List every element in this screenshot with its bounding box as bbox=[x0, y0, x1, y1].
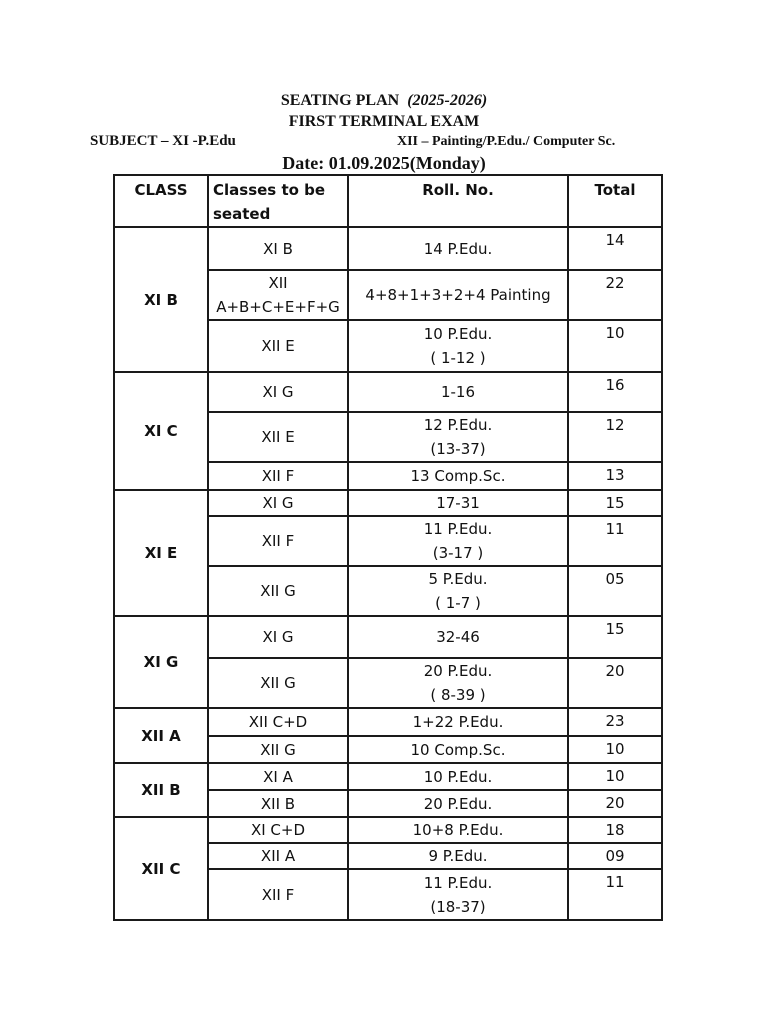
roll-no-cell bbox=[348, 869, 568, 920]
total-cell bbox=[568, 490, 662, 516]
subject-xi: SUBJECT – XI -P.Edu bbox=[90, 133, 236, 149]
total-cell bbox=[568, 817, 662, 843]
roll-no-cell-text: 11 P.Edu. (3-17 ) bbox=[423, 520, 493, 562]
classes-to-be-seated-cell bbox=[208, 227, 348, 270]
classes-to-be-seated-cell-text: XII F bbox=[261, 467, 295, 485]
roll-no-cell bbox=[348, 708, 568, 736]
total-cell bbox=[568, 843, 662, 869]
total-cell-text: 14 bbox=[605, 231, 625, 249]
roll-no-cell bbox=[348, 763, 568, 790]
roll-no-cell-text: 20 P.Edu. bbox=[423, 794, 493, 813]
classes-to-be-seated-cell-text: XII B bbox=[260, 794, 296, 813]
total-cell-text: 09 bbox=[605, 847, 625, 865]
total-cell-text: 16 bbox=[605, 376, 625, 394]
classes-to-be-seated-cell bbox=[208, 490, 348, 516]
roll-no-cell bbox=[348, 462, 568, 490]
roll-no-cell bbox=[348, 790, 568, 817]
roll-no-cell-text: 11 P.Edu. (18-37) bbox=[423, 873, 493, 916]
roll-no-cell-text: 17-31 bbox=[436, 494, 480, 512]
total-cell bbox=[568, 763, 662, 790]
roll-no-cell bbox=[348, 817, 568, 843]
table-row bbox=[114, 708, 662, 736]
roll-no-cell-text: 9 P.Edu. bbox=[428, 847, 488, 865]
classes-to-be-seated-cell-text: XII E bbox=[261, 337, 295, 355]
total-cell bbox=[568, 462, 662, 490]
total-cell bbox=[568, 736, 662, 763]
total-cell bbox=[568, 270, 662, 320]
classes-to-be-seated-cell bbox=[208, 817, 348, 843]
table-row bbox=[114, 490, 662, 516]
total-cell bbox=[568, 616, 662, 658]
classes-to-be-seated-cell bbox=[208, 790, 348, 817]
classes-to-be-seated-cell bbox=[208, 372, 348, 412]
roll-no-cell bbox=[348, 843, 568, 869]
classes-to-be-seated-cell-text: XII G bbox=[260, 674, 296, 692]
classes-to-be-seated-cell-text: XII F bbox=[261, 885, 295, 904]
session-year: (2025-2026) bbox=[407, 92, 488, 109]
total-cell-text: 10 bbox=[605, 740, 625, 758]
title-text: SEATING PLAN bbox=[280, 92, 400, 109]
table-row bbox=[114, 227, 662, 270]
classes-to-be-seated-cell bbox=[208, 616, 348, 658]
classes-to-be-seated-cell bbox=[208, 869, 348, 920]
classes-to-be-seated-cell-text: XI B bbox=[263, 239, 293, 258]
classes-to-be-seated-cell-text: XI G bbox=[262, 383, 294, 401]
roll-no-cell bbox=[348, 372, 568, 412]
class-cell: XI B bbox=[114, 227, 208, 372]
roll-no-cell-text: 10 P.Edu. ( 1-12 ) bbox=[423, 325, 493, 367]
classes-to-be-seated-cell bbox=[208, 516, 348, 566]
classes-to-be-seated-cell-text: XII G bbox=[260, 740, 296, 759]
roll-no-cell bbox=[348, 516, 568, 566]
header-class: CLASS bbox=[114, 175, 208, 227]
total-cell bbox=[568, 412, 662, 462]
table-row bbox=[114, 817, 662, 843]
total-cell bbox=[568, 227, 662, 270]
total-cell bbox=[568, 658, 662, 708]
total-cell-text: 15 bbox=[605, 494, 625, 512]
classes-to-be-seated-cell-text: XI G bbox=[262, 628, 294, 646]
total-cell bbox=[568, 516, 662, 566]
class-cell: XII A bbox=[114, 708, 208, 763]
total-cell-text: 10 bbox=[605, 324, 625, 342]
class-cell: XI E bbox=[114, 490, 208, 616]
roll-no-cell-text: 5 P.Edu. ( 1-7 ) bbox=[428, 570, 488, 612]
roll-no-cell-text: 10 P.Edu. bbox=[423, 767, 493, 786]
total-cell-text: 23 bbox=[605, 712, 625, 730]
roll-no-cell-text: 14 P.Edu. bbox=[423, 239, 493, 258]
classes-to-be-seated-cell bbox=[208, 763, 348, 790]
table-header-row bbox=[114, 175, 662, 227]
total-cell bbox=[568, 566, 662, 616]
page-title bbox=[0, 92, 768, 110]
total-cell bbox=[568, 790, 662, 817]
classes-to-be-seated-cell-text: XII A+B+C+E+F+G bbox=[216, 274, 340, 316]
classes-to-be-seated-cell bbox=[208, 462, 348, 490]
roll-no-cell bbox=[348, 616, 568, 658]
total-cell-text: 12 bbox=[605, 416, 625, 434]
table-row bbox=[114, 763, 662, 790]
classes-to-be-seated-cell bbox=[208, 412, 348, 462]
roll-no-cell bbox=[348, 270, 568, 320]
classes-to-be-seated-cell bbox=[208, 566, 348, 616]
seating-table-body bbox=[114, 227, 662, 920]
total-cell bbox=[568, 320, 662, 372]
class-cell: XII B bbox=[114, 763, 208, 817]
classes-to-be-seated-cell-text: XII A bbox=[260, 847, 296, 865]
header-classes-to-be-seated: Classes to be seated bbox=[208, 175, 348, 227]
roll-no-cell-text: 13 Comp.Sc. bbox=[410, 467, 506, 485]
roll-no-cell-text: 32-46 bbox=[436, 628, 480, 646]
total-cell bbox=[568, 869, 662, 920]
classes-to-be-seated-cell-text: XII E bbox=[261, 428, 295, 446]
roll-no-cell bbox=[348, 227, 568, 270]
classes-to-be-seated-cell bbox=[208, 320, 348, 372]
class-cell: XI C bbox=[114, 372, 208, 490]
roll-no-cell-text: 12 P.Edu. (13-37) bbox=[423, 416, 493, 458]
classes-to-be-seated-cell-text: XI C+D bbox=[250, 821, 306, 839]
classes-to-be-seated-cell bbox=[208, 843, 348, 869]
classes-to-be-seated-cell bbox=[208, 708, 348, 736]
classes-to-be-seated-cell bbox=[208, 736, 348, 763]
roll-no-cell bbox=[348, 490, 568, 516]
exam-name: FIRST TERMINAL EXAM bbox=[288, 113, 480, 130]
total-cell bbox=[568, 708, 662, 736]
subject-xii: XII – Painting/P.Edu./ Computer Sc. bbox=[397, 134, 616, 149]
roll-no-cell bbox=[348, 658, 568, 708]
roll-no-cell-text: 1-16 bbox=[440, 383, 476, 401]
total-cell-text: 10 bbox=[605, 767, 625, 785]
table-row bbox=[114, 616, 662, 658]
total-cell-text: 13 bbox=[605, 466, 625, 484]
total-cell-text: 20 bbox=[605, 794, 625, 812]
roll-no-cell-text: 4+8+1+3+2+4 Painting bbox=[365, 286, 551, 304]
class-cell: XI G bbox=[114, 616, 208, 708]
header-total: Total bbox=[568, 175, 662, 227]
roll-no-cell-text: 1+22 P.Edu. bbox=[412, 713, 504, 731]
roll-no-cell bbox=[348, 736, 568, 763]
total-cell-text: 11 bbox=[605, 873, 625, 891]
classes-to-be-seated-cell-text: XI G bbox=[262, 494, 294, 512]
header-roll-no: Roll. No. bbox=[348, 175, 568, 227]
seating-table bbox=[113, 174, 663, 921]
total-cell-text: 15 bbox=[605, 620, 625, 638]
exam-date: Date: 01.09.2025(Monday) bbox=[282, 153, 486, 173]
roll-no-cell bbox=[348, 412, 568, 462]
roll-no-cell bbox=[348, 566, 568, 616]
classes-to-be-seated-cell-text: XII C+D bbox=[248, 713, 308, 731]
total-cell bbox=[568, 372, 662, 412]
roll-no-cell-text: 10 Comp.Sc. bbox=[410, 740, 506, 759]
classes-to-be-seated-cell bbox=[208, 658, 348, 708]
roll-no-cell-text: 10+8 P.Edu. bbox=[412, 821, 504, 839]
roll-no-cell-text: 20 P.Edu. ( 8-39 ) bbox=[423, 662, 493, 704]
total-cell-text: 20 bbox=[605, 662, 625, 680]
total-cell-text: 22 bbox=[605, 274, 625, 292]
classes-to-be-seated-cell-text: XI A bbox=[263, 767, 293, 786]
total-cell-text: 05 bbox=[605, 570, 625, 588]
roll-no-cell bbox=[348, 320, 568, 372]
classes-to-be-seated-cell-text: XII G bbox=[260, 582, 296, 600]
total-cell-text: 18 bbox=[605, 821, 625, 839]
class-cell: XII C bbox=[114, 817, 208, 920]
classes-to-be-seated-cell bbox=[208, 270, 348, 320]
table-row bbox=[114, 372, 662, 412]
classes-to-be-seated-cell-text: XII F bbox=[261, 532, 295, 550]
total-cell-text: 11 bbox=[605, 520, 625, 538]
